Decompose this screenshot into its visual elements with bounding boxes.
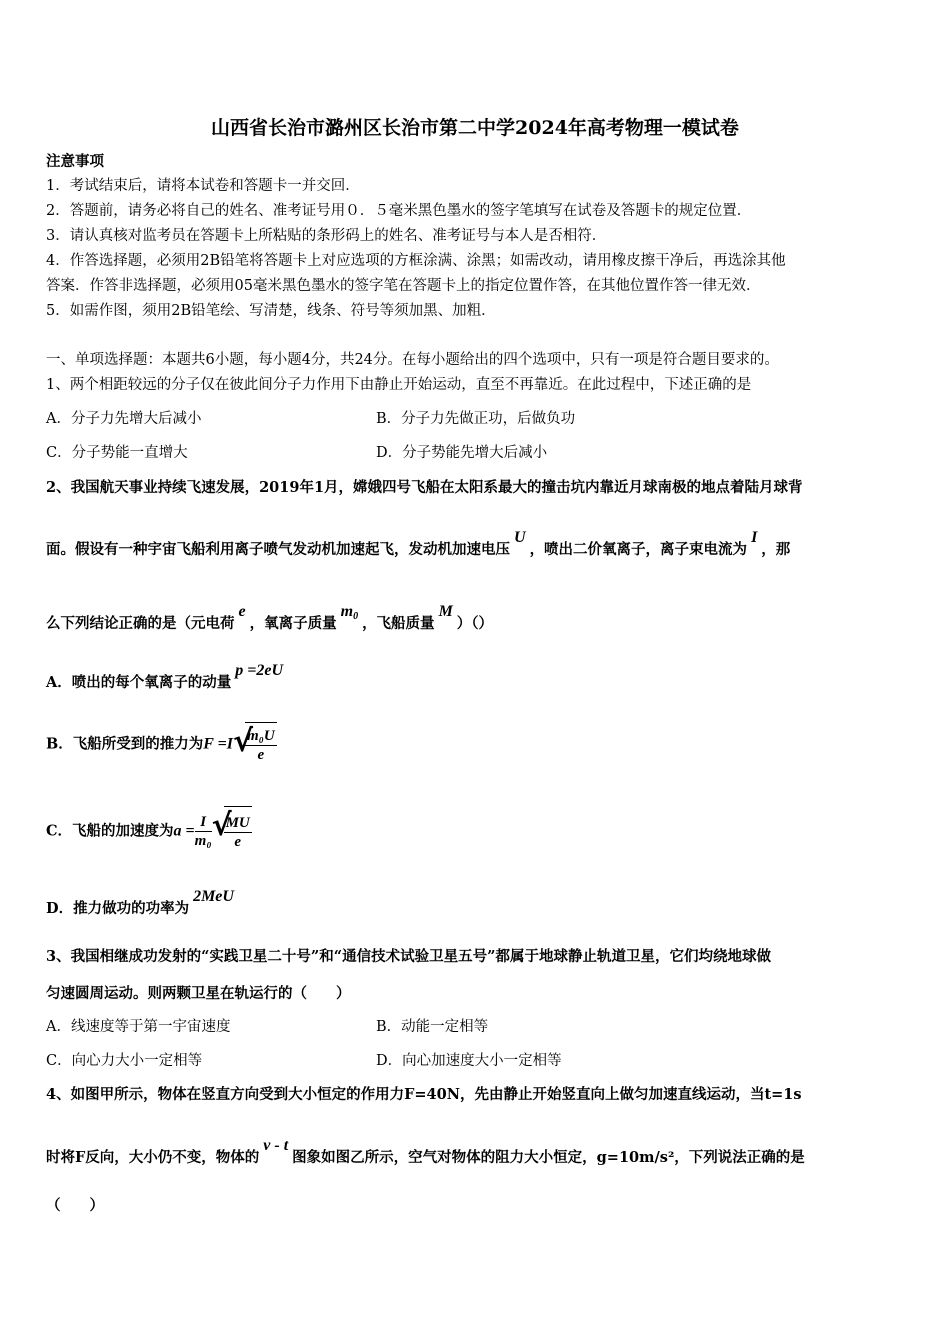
- symbol-vt: v - t: [263, 1137, 289, 1154]
- symbol-M: M: [438, 603, 453, 620]
- q1-stem: 1、两个相距较远的分子仅在彼此间分子力作用下由静止开始运动，直至不再靠近。在此过程中，下述正确的是: [46, 377, 752, 393]
- q4-stem-line1: 4、如图甲所示，物体在竖直方向受到大小恒定的作用力F=40N，先由静止开始竖直向上做匀加速直线运动，当t=1s: [46, 1086, 802, 1103]
- notice-heading: 注意事项: [46, 153, 104, 170]
- q2-stem-line2: 面。假设有一种宇宙飞船利用离子喷气发动机加速起飞，发动机加速电压U，喷出二价氧离子，离子束电流为I，那: [46, 529, 791, 558]
- q3-option-c: C．向心力大小一定相等: [46, 1053, 203, 1069]
- formula-b-lhs: F =I: [203, 735, 233, 753]
- formula-d: 2MeU: [193, 888, 234, 905]
- notice-item: 答案．作答非选择题，必须用05毫米黑色墨水的签字笔在答题卡上的指定位置作答，在其他位置作答一律无效．: [46, 278, 761, 294]
- notice-item: 1．考试结束后，请将本试卷和答题卡一并交回．: [46, 178, 360, 194]
- symbol-e: e: [238, 603, 246, 620]
- q2-option-d: D．推力做功的功率为2MeU: [46, 888, 234, 917]
- formula-a: p =2eU: [235, 662, 284, 679]
- q1-option-b: B．分子力先做正功，后做负功: [376, 411, 576, 427]
- q4-stem-line3: （ ）: [46, 1197, 104, 1214]
- q1-option-d: D．分子势能先增大后减小: [376, 445, 548, 461]
- q4-stem-line2: 时将F反向，大小仍不变，物体的v - t图象如图乙所示，空气对物体的阻力大小恒定，g=10m/s²，下列说法正确的是: [46, 1137, 805, 1166]
- formula-c-sqrt: √ $\frac{MU}{e}$: [212, 806, 252, 857]
- page-title: 山西省长治市潞州区长治市第二中学2024年高考物理一模试卷: [211, 117, 739, 139]
- q2-option-b: B．飞船所受到的推力为F =I √ $\frac{\text{m₀U}}{e}$: [46, 722, 277, 767]
- q2-stem-line3: 么下列结论正确的是（元电荷e，氧离子质量m0 ，飞船质量M）（）: [46, 603, 494, 632]
- notice-item: 5．如需作图，须用2B铅笔绘、写清楚，线条、符号等须加黑、加粗．: [46, 303, 496, 319]
- symbol-U: U: [514, 529, 526, 546]
- q2-option-c: C．飞船的加速度为a = $\frac{I}{\text{m₀}}$ √ $\frac{MU}{e}$: [46, 806, 252, 857]
- q2-option-a: A．喷出的每个氧离子的动量p =2eU: [46, 662, 284, 691]
- notice-item: 4．作答选择题，必须用2B铅笔将答题卡上对应选项的方框涂满、涂黑；如需改动，请用橡皮擦干净后，再选涂其他: [46, 253, 786, 269]
- symbol-m0: m0: [340, 603, 359, 622]
- q3-option-a: A．线速度等于第一宇宙速度: [46, 1019, 231, 1035]
- q3-stem-line1: 3、我国相继成功发射的“实践卫星二十号”和“通信技术试验卫星五号”都属于地球静止轨道卫星，它们均绕地球做: [46, 948, 771, 965]
- q1-option-a: A．分子力先增大后减小: [46, 411, 202, 427]
- formula-b-sqrt: √ $\frac{\text{m₀U}}{e}$: [233, 722, 277, 767]
- q2-stem-line1: 2、我国航天事业持续飞速发展，2019年1月，嫦娥四号飞船在太阳系最大的撞击坑内靠近月球南极的地点着陆月球背: [46, 479, 803, 496]
- q1-option-c: C．分子势能一直增大: [46, 445, 188, 461]
- formula-c-lhs: a =: [173, 822, 195, 840]
- q3-option-d: D．向心加速度大小一定相等: [376, 1053, 562, 1069]
- q3-stem-line2: 匀速圆周运动。则两颗卫星在轨运行的（ ）: [46, 985, 351, 1002]
- notice-item: 3．请认真核对监考员在答题卡上所粘贴的条形码上的姓名、准考证号与本人是否相符．: [46, 228, 607, 244]
- formula-c-frac: $\frac{I}{\text{m₀}}$: [194, 814, 212, 849]
- q3-option-b: B．动能一定相等: [376, 1019, 489, 1035]
- notice-item: 2．答题前，请务必将自己的姓名、准考证号用０．５毫米黑色墨水的签字笔填写在试卷及答题卡的规定位置．: [46, 203, 752, 219]
- section-heading: 一、单项选择题：本题共6小题，每小题4分，共24分。在每小题给出的四个选项中，只有一项是符合题目要求的。: [46, 352, 779, 368]
- symbol-I: I: [751, 529, 758, 546]
